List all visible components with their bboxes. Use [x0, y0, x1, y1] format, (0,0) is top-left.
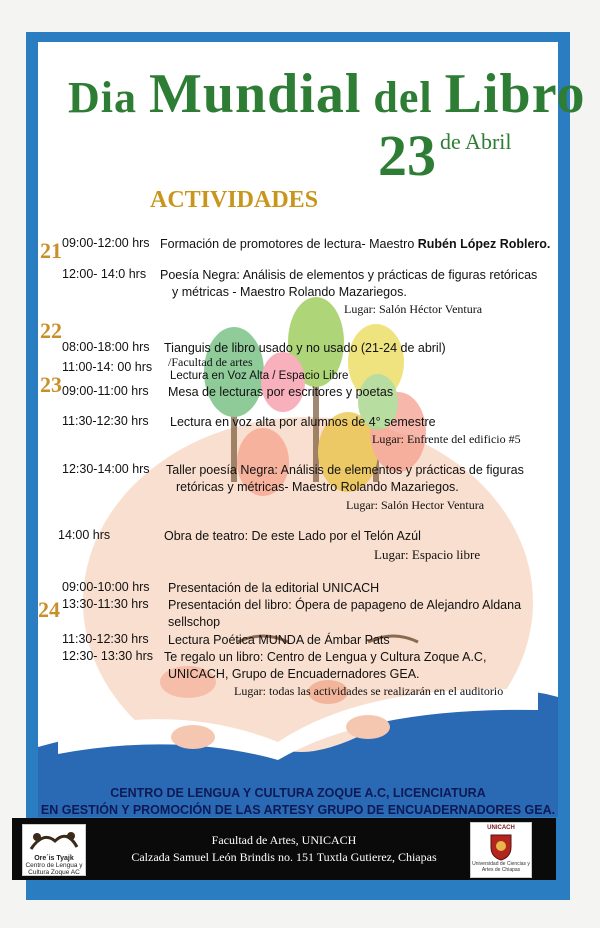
- activity-desc: Lectura en voz alta por alumnos de 4° semestre: [170, 415, 436, 429]
- time-slot: 11:00-14: 00 hrs: [62, 360, 153, 374]
- activity-place: Lugar: Salón Hector Ventura: [346, 498, 485, 512]
- hands-book-icon: [23, 825, 85, 855]
- day-23: 23: [40, 372, 62, 397]
- activity-desc: Formación de promotores de lectura- Maestro Rubén López Roblero.: [160, 237, 551, 251]
- unicach-logo-title: UNICACH: [487, 825, 515, 831]
- activity-place: Lugar: todas las actividades se realizarán en el auditorio: [234, 684, 504, 698]
- activity-desc: y métricas - Maestro Rolando Mazariegos.: [172, 285, 407, 299]
- time-slot: 09:00-10:00 hrs: [62, 580, 150, 594]
- time-slot: 14:00 hrs: [58, 528, 111, 542]
- activity-place: /Facultad de artes: [168, 355, 253, 369]
- activity-desc: UNICACH, Grupo de Encuadernadores GEA.: [168, 667, 420, 681]
- day-22: 22: [40, 318, 62, 343]
- activity-desc: Presentación del libro: Ópera de papageno de Alejandro Aldana: [168, 598, 522, 612]
- time-slot: 11:30-12:30 hrs: [62, 414, 149, 428]
- time-slot: 12:30- 13:30 hrs: [62, 649, 154, 663]
- unicach-logo: [470, 822, 532, 878]
- activities-heading: ACTIVIDADES: [150, 187, 319, 213]
- time-slot: 09:00-12:00 hrs: [62, 236, 150, 250]
- zoque-logo: [22, 824, 86, 876]
- activity-desc: Obra de teatro: De este Lado por el Telón Azúl: [164, 529, 421, 543]
- time-slot: 12:00- 14:0 hrs: [62, 267, 147, 281]
- poster: [26, 32, 586, 900]
- day-24: 24: [38, 597, 60, 622]
- activity-place: Lugar: Enfrente del edificio #5: [372, 432, 521, 446]
- zoque-logo-text: Ore´is Tyajk Centro de Lengua y Cultura Zoque AC: [25, 855, 83, 876]
- activity-desc: Lectura en Voz Alta / Espacio Libre: [170, 370, 349, 382]
- time-slot: 08:00-18:00 hrs: [62, 340, 150, 354]
- organizers: [38, 785, 558, 819]
- poster-body: [38, 42, 586, 817]
- activity-desc: Tianguis de libro usado y no usado (21-24 de abril): [164, 341, 446, 355]
- activity-desc: Taller poesía Negra: Análisis de elementos y prácticas de figuras: [166, 463, 524, 477]
- activity-desc: sellschop: [168, 615, 221, 629]
- activity-desc: Poesía Negra: Análisis de elementos y prácticas de figuras retóricas: [160, 268, 538, 282]
- event-date: 23 de Abril: [378, 123, 512, 188]
- activity-place: Lugar: Salón Héctor Ventura: [344, 302, 483, 316]
- time-slot: 12:30-14:00 hrs: [62, 462, 150, 476]
- day-21: 21: [40, 238, 62, 263]
- activity-place: Lugar: Espacio libre: [374, 547, 481, 562]
- activity-desc: Te regalo un libro: Centro de Lengua y Cultura Zoque A.C,: [164, 650, 487, 664]
- activity-desc: Mesa de lecturas por escritores y poetas: [168, 385, 394, 399]
- time-slot: 13:30-11:30 hrs: [62, 597, 149, 611]
- activity-desc: Presentación de la editorial UNICACH: [168, 581, 380, 595]
- organizers-line: EN GESTIÓN Y PROMOCIÓN DE LAS ARTESY GRUPO DE ENCUADERNADORES GEA.: [40, 803, 556, 817]
- page-title: Dia Mundial del Libro: [68, 63, 586, 125]
- footer-address: Facultad de Artes, UNICACH Calzada Samuel León Brindis no. 151 Tuxtla Gutierez, Chiapas: [131, 833, 437, 864]
- time-slot: 09:00-11:00 hrs: [62, 384, 149, 398]
- footer-bar: [12, 818, 556, 880]
- organizers-line: CENTRO DE LENGUA Y CULTURA ZOQUE A.C, LICENCIATURA: [110, 786, 486, 800]
- shield-icon: [489, 833, 513, 861]
- unicach-logo-text: Universidad de Ciencias y Artes de Chiapas: [472, 861, 530, 873]
- time-slot: 11:30-12:30 hrs: [62, 632, 149, 646]
- activity-desc: Lectura Poética MUNDA de Ámbar Pats: [168, 633, 390, 647]
- activity-desc: retóricas y métricas- Maestro Rolando Mazariegos.: [176, 480, 459, 494]
